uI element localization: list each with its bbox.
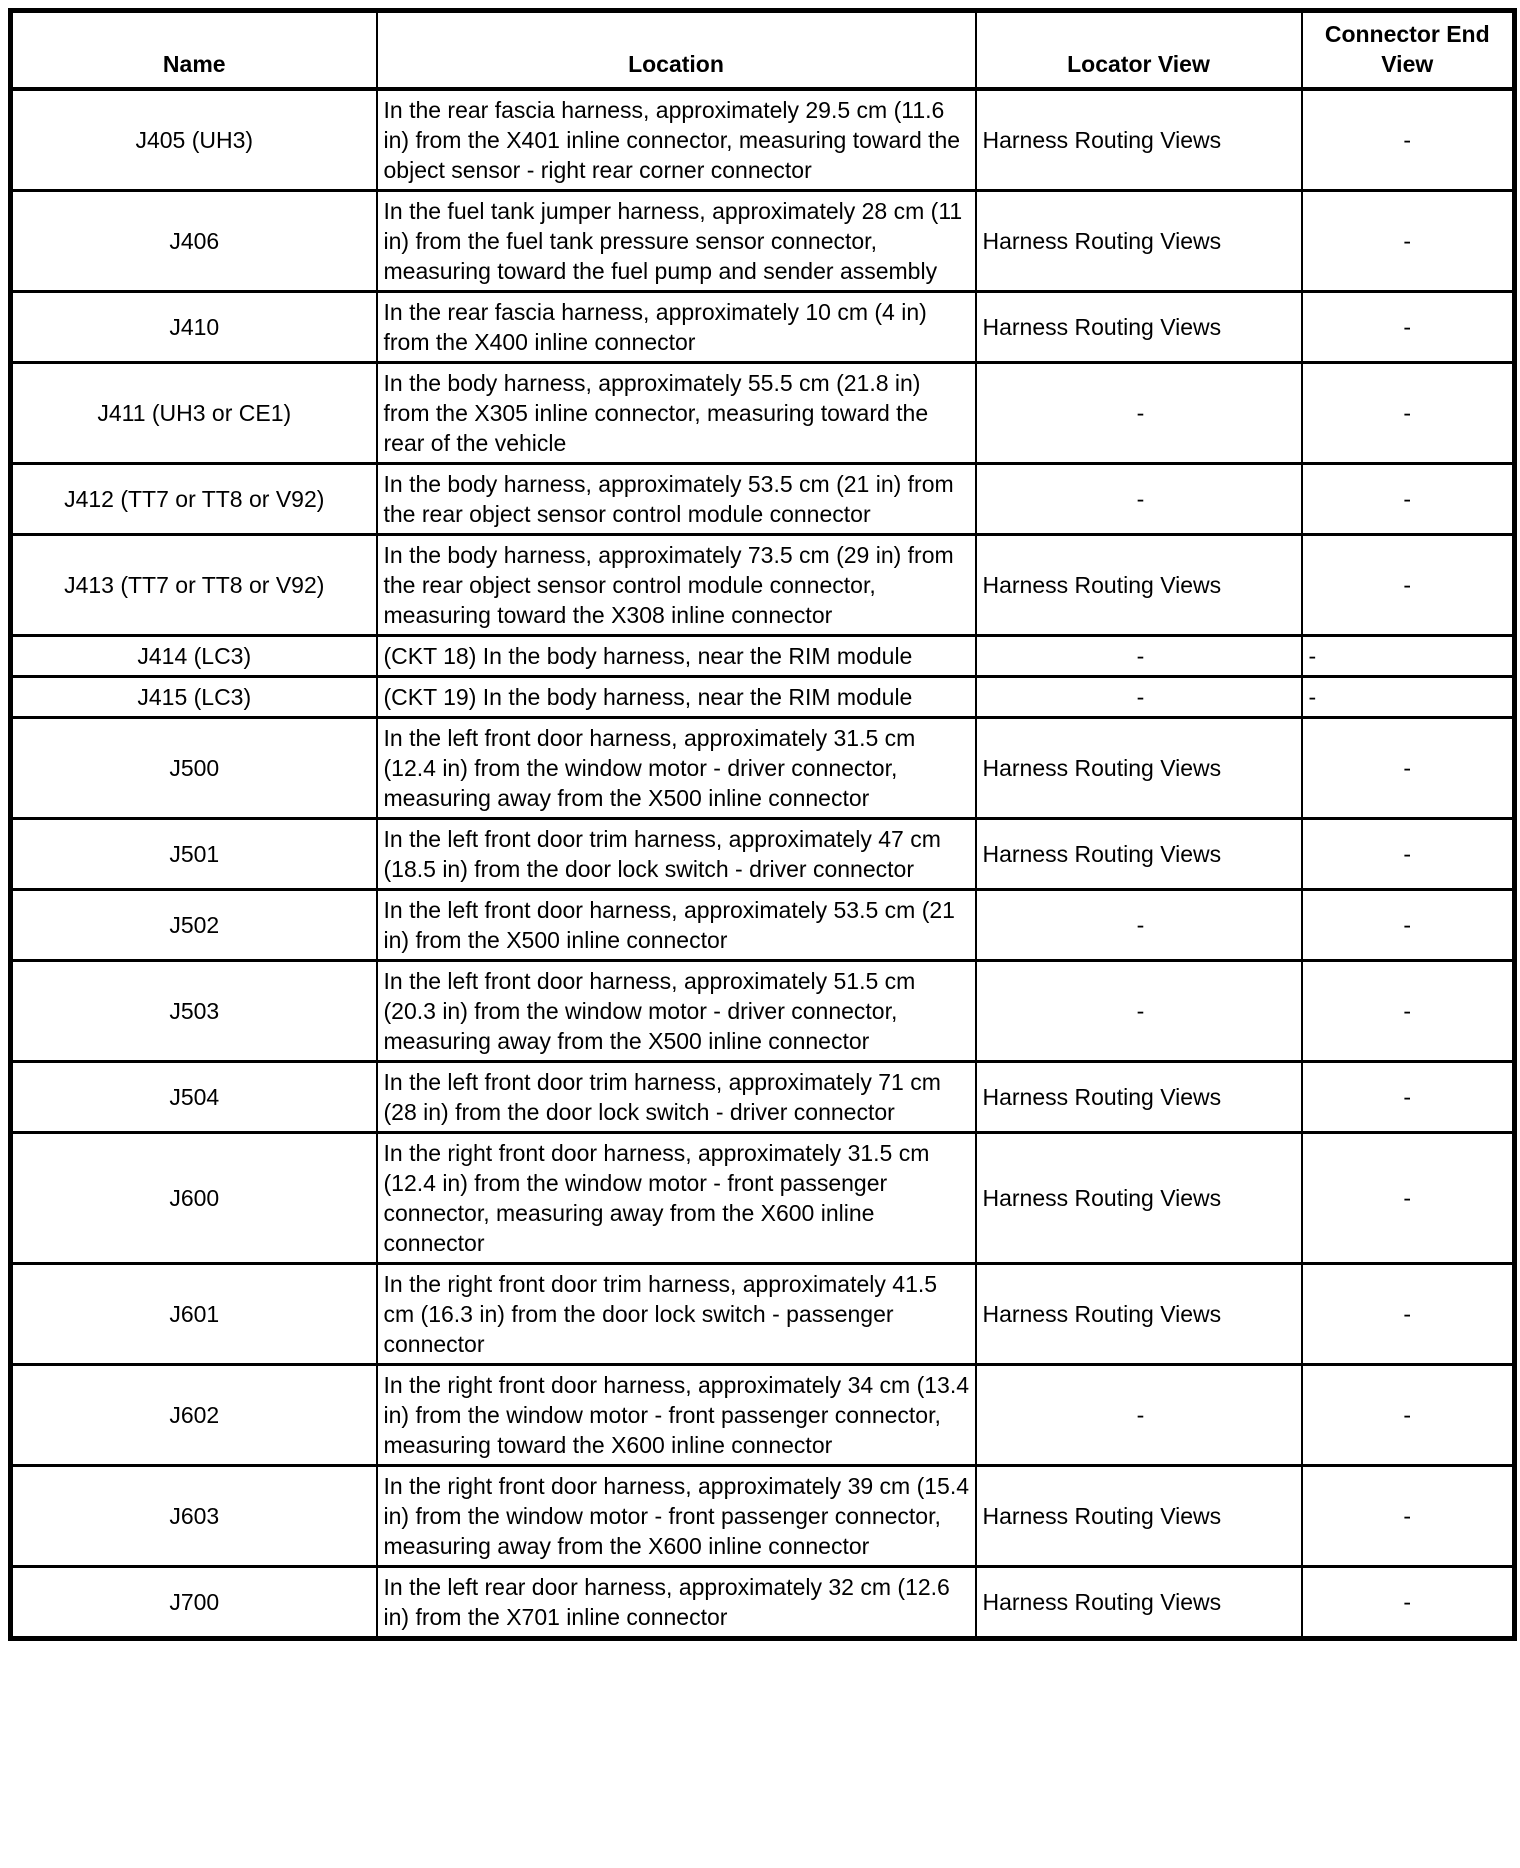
col-header-connector-end-view: Connector End View [1302,11,1515,90]
row-connector-end-view-cell: - [1302,89,1515,191]
row-location-cell: (CKT 18) In the body harness, near the RIM module [377,636,976,677]
row-locator-view-cell: - [976,1365,1302,1466]
row-location-cell: In the rear fascia harness, approximately 10 cm (4 in) from the X400 inline connector [377,292,976,363]
table-header [11,11,1515,90]
row-locator-view-cell: - [976,464,1302,535]
row-locator-view-cell: Harness Routing Views [976,1264,1302,1365]
row-connector-end-view-cell: - [1302,961,1515,1062]
row-connector-end-view-cell: - [1302,1264,1515,1365]
row-location-cell: In the left front door trim harness, approximately 71 cm (28 in) from the door lock switch - driver connector [377,1062,976,1133]
row-location-cell: In the rear fascia harness, approximately 29.5 cm (11.6 in) from the X401 inline connector, measuring toward the object sensor - right rear corner connector [377,89,976,191]
row-location-cell: In the right front door harness, approximately 34 cm (13.4 in) from the window motor - front passenger connector, measuring toward the X600 inline connector [377,1365,976,1466]
row-connector-end-view-cell: - [1302,718,1515,819]
row-connector-end-view-cell: - [1302,1133,1515,1264]
row-name-cell: J601 [11,1264,377,1365]
table-body [11,89,1515,1639]
row-locator-view-cell: Harness Routing Views [976,535,1302,636]
table-row [11,363,1515,464]
row-locator-view-cell: Harness Routing Views [976,292,1302,363]
row-location-cell: In the body harness, approximately 73.5 cm (29 in) from the rear object sensor control module connector, measuring toward the X308 inline connector [377,535,976,636]
row-connector-end-view-cell: - [1302,363,1515,464]
row-locator-view-cell: Harness Routing Views [976,1133,1302,1264]
row-name-cell: J502 [11,890,377,961]
row-locator-view-cell: - [976,961,1302,1062]
row-connector-end-view-cell: - [1302,636,1515,677]
table-row [11,1062,1515,1133]
row-location-cell: In the left front door trim harness, approximately 47 cm (18.5 in) from the door lock switch - driver connector [377,819,976,890]
row-name-cell: J603 [11,1466,377,1567]
row-locator-view-cell: - [976,363,1302,464]
row-name-cell: J501 [11,819,377,890]
table-row [11,292,1515,363]
table-row [11,1264,1515,1365]
row-location-cell: In the left front door harness, approximately 31.5 cm (12.4 in) from the window motor - driver connector, measuring away from the X500 inline connector [377,718,976,819]
row-connector-end-view-cell: - [1302,819,1515,890]
row-connector-end-view-cell: - [1302,677,1515,718]
row-location-cell: (CKT 19) In the body harness, near the RIM module [377,677,976,718]
table-row [11,1365,1515,1466]
row-locator-view-cell: Harness Routing Views [976,1062,1302,1133]
row-location-cell: In the left front door harness, approximately 53.5 cm (21 in) from the X500 inline connector [377,890,976,961]
row-connector-end-view-cell: - [1302,1365,1515,1466]
row-connector-end-view-cell: - [1302,1466,1515,1567]
table-row [11,1567,1515,1639]
row-name-cell: J503 [11,961,377,1062]
row-location-cell: In the left rear door harness, approximately 32 cm (12.6 in) from the X701 inline connector [377,1567,976,1639]
row-locator-view-cell: Harness Routing Views [976,1466,1302,1567]
row-connector-end-view-cell: - [1302,890,1515,961]
row-location-cell: In the body harness, approximately 53.5 cm (21 in) from the rear object sensor control module connector [377,464,976,535]
row-location-cell: In the right front door trim harness, approximately 41.5 cm (16.3 in) from the door lock switch - passenger connector [377,1264,976,1365]
row-location-cell: In the right front door harness, approximately 39 cm (15.4 in) from the window motor - front passenger connector, measuring away from the X600 inline connector [377,1466,976,1567]
row-name-cell: J412 (TT7 or TT8 or V92) [11,464,377,535]
row-name-cell: J413 (TT7 or TT8 or V92) [11,535,377,636]
table-row [11,961,1515,1062]
row-name-cell: J602 [11,1365,377,1466]
row-location-cell: In the left front door harness, approximately 51.5 cm (20.3 in) from the window motor - driver connector, measuring away from the X500 inline connector [377,961,976,1062]
col-header-locator-view: Locator View [976,11,1302,90]
header-row [11,11,1515,90]
row-connector-end-view-cell: - [1302,1567,1515,1639]
row-name-cell: J504 [11,1062,377,1133]
row-name-cell: J406 [11,191,377,292]
row-name-cell: J600 [11,1133,377,1264]
table-row [11,1133,1515,1264]
row-name-cell: J411 (UH3 or CE1) [11,363,377,464]
row-locator-view-cell: - [976,636,1302,677]
row-location-cell: In the body harness, approximately 55.5 cm (21.8 in) from the X305 inline connector, measuring toward the rear of the vehicle [377,363,976,464]
table-row [11,819,1515,890]
row-connector-end-view-cell: - [1302,464,1515,535]
col-header-name: Name [11,11,377,90]
row-connector-end-view-cell: - [1302,1062,1515,1133]
row-name-cell: J414 (LC3) [11,636,377,677]
row-locator-view-cell: - [976,890,1302,961]
row-name-cell: J415 (LC3) [11,677,377,718]
row-locator-view-cell: Harness Routing Views [976,191,1302,292]
row-name-cell: J405 (UH3) [11,89,377,191]
row-connector-end-view-cell: - [1302,535,1515,636]
row-locator-view-cell: Harness Routing Views [976,1567,1302,1639]
row-name-cell: J500 [11,718,377,819]
row-locator-view-cell: Harness Routing Views [976,819,1302,890]
connector-location-table [8,8,1517,1641]
row-name-cell: J700 [11,1567,377,1639]
table-row [11,890,1515,961]
row-location-cell: In the right front door harness, approximately 31.5 cm (12.4 in) from the window motor - front passenger connector, measuring away from the X600 inline connector [377,1133,976,1264]
row-locator-view-cell: - [976,677,1302,718]
table-row [11,718,1515,819]
table-row [11,677,1515,718]
row-locator-view-cell: Harness Routing Views [976,89,1302,191]
row-connector-end-view-cell: - [1302,292,1515,363]
table-row [11,535,1515,636]
table-row [11,1466,1515,1567]
row-name-cell: J410 [11,292,377,363]
table-row [11,636,1515,677]
row-location-cell: In the fuel tank jumper harness, approximately 28 cm (11 in) from the fuel tank pressure sensor connector, measuring toward the fuel pump and sender assembly [377,191,976,292]
row-locator-view-cell: Harness Routing Views [976,718,1302,819]
table-row [11,89,1515,191]
table-row [11,464,1515,535]
col-header-location: Location [377,11,976,90]
table-row [11,191,1515,292]
row-connector-end-view-cell: - [1302,191,1515,292]
